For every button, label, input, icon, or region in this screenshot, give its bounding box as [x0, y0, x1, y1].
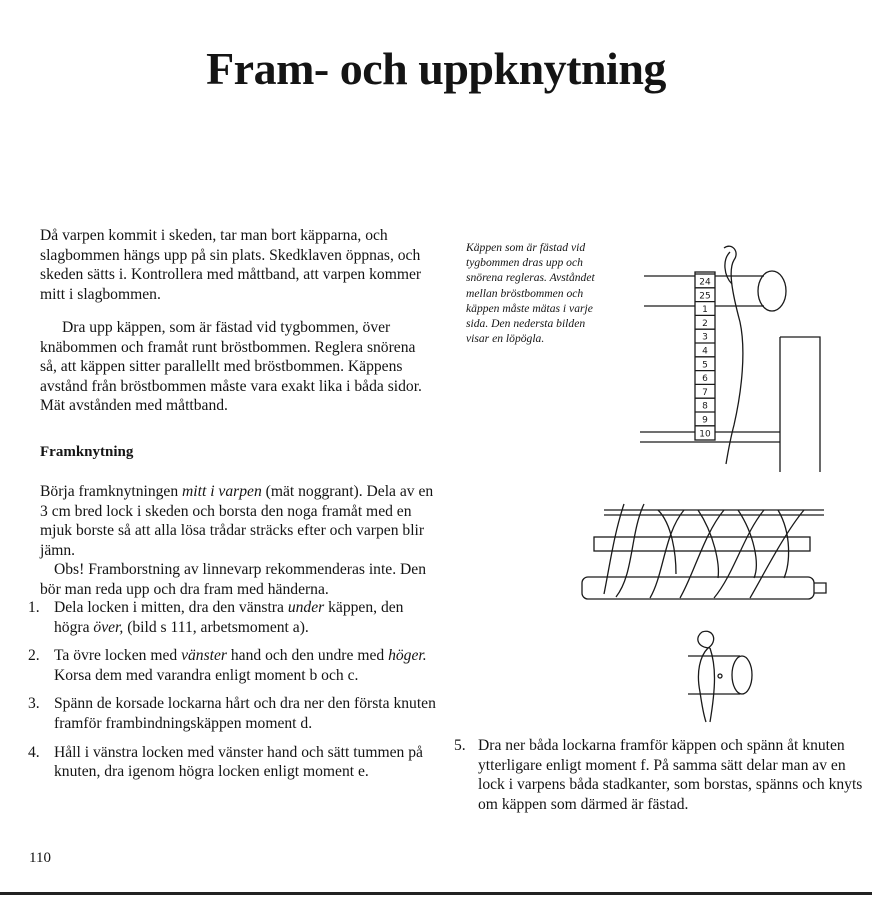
list-item [28, 694, 438, 733]
page-number: 110 [29, 850, 51, 866]
bottom-rule [0, 892, 872, 895]
stick-end [732, 656, 752, 694]
text-run: Ta övre locken med [54, 647, 182, 665]
thread [698, 510, 718, 578]
stick-hole [718, 674, 722, 678]
text-run: hand och den undre med [226, 647, 389, 665]
thread [750, 510, 804, 598]
text-emphasis: vänster [181, 647, 227, 665]
text-emphasis: höger. [388, 647, 427, 665]
tape-number: 9 [702, 415, 708, 426]
loop-knot-illustration [680, 626, 770, 724]
steps-list [28, 598, 438, 791]
text-run: Spänn de korsade lockarna hårt och dra ner den första knuten framför frambindningskäppen moment d. [54, 695, 436, 732]
thread [714, 510, 764, 598]
tape-number: 8 [702, 401, 708, 412]
measuring-tape-illustration [640, 240, 840, 475]
text-run: käppen, den högra [54, 599, 404, 636]
section-heading: Framknytning [40, 444, 134, 460]
text-run: Dela locken i mitten, dra den vänstra [54, 599, 288, 616]
list-item [28, 646, 438, 685]
cord [698, 632, 710, 648]
step-5 [454, 736, 872, 814]
tape-number: 6 [702, 374, 708, 385]
tape-number: 10 [699, 429, 711, 440]
step-number: 5. [454, 737, 466, 754]
text-run: Håll i vänstra locken med vänster hand och sätt tummen på knuten, dra igenom högra locken enligt moment e. [54, 743, 423, 781]
note-paragraph: Obs! Framborstning av linnevarp rekommenderas inte. Den bör man reda upp och dra fram med händerna. [40, 561, 426, 598]
list-item [28, 743, 438, 782]
thread [604, 504, 624, 594]
tape-number: 1 [702, 305, 708, 316]
tape-number: 5 [702, 360, 708, 371]
figure-caption: Käppen som är fästad vid tygbommen dras upp och snörena regleras. Avståndet mellan bröstbommen och käppen måste mätas i varje sida. Den nedersta bilden visar en löpögla. [466, 241, 595, 346]
beam-end [758, 271, 786, 311]
step-number: 2. [28, 647, 40, 665]
thread [680, 510, 724, 598]
tape-number: 3 [702, 332, 708, 343]
step-number: 3. [28, 695, 40, 713]
thread [738, 510, 756, 578]
text-emphasis: under [287, 599, 325, 616]
page-title: Fram- och uppknytning [206, 43, 666, 94]
bar-tip [814, 583, 826, 593]
step-number: 1. [28, 599, 40, 616]
text-emphasis: mitt i varpen [182, 483, 262, 500]
text-run: (bild s 111, arbetsmoment a). [123, 618, 309, 636]
loom-post [780, 337, 820, 472]
tape-number: 25 [699, 291, 711, 302]
list-item [28, 598, 438, 637]
tape-number: 7 [702, 387, 708, 398]
thread [658, 510, 676, 574]
intro-paragraph-1: Då varpen kommit i skeden, tar man bort käpparna, och slagbommen hängs upp på sin plats. Skedklaven öppnas, och skeden sätts i. Kontrollera med måttband, att varpen kommer mitt i slagbommen. [40, 227, 422, 303]
intro-paragraph-2: Dra upp käppen, som är fästad vid tygbommen, över knäbommen och framåt runt bröstbommen. Reglera snörena så, att käppen sitter parallellt med bröstbommen. Käppens avstånd från bröstbommen måste vara exakt lika i båda sidor. Mät avstånden med måttband. [40, 319, 422, 415]
tape-number: 4 [702, 346, 708, 357]
step-number: 4. [28, 743, 40, 761]
section-paragraph [40, 482, 436, 560]
text-run: Dra ner båda lockarna framför käppen och spänn åt knuten ytterligare enligt moment f. På samma sätt delar man av en lock i varpens båda stadkanter, som borstas, spänns och knyts om käppen som därmed är fästad. [478, 737, 863, 813]
text-run: Börja framknytningen [40, 483, 183, 500]
text-run: (mät noggrant). Dela av en 3 cm bred lock i skeden och borsta den noga framåt med en mjuk borste så att alla lösa trådar sträcks efter och varpen blir jämn. [40, 483, 434, 559]
text-run: Korsa dem med varandra enligt moment b och c. [54, 666, 359, 684]
tape-number: 2 [702, 318, 708, 329]
thread [778, 510, 789, 578]
tape-number: 24 [699, 277, 711, 288]
cord [724, 246, 743, 464]
text-emphasis: över, [93, 618, 124, 636]
warp-sticks-illustration [574, 494, 834, 622]
cord [710, 648, 715, 722]
